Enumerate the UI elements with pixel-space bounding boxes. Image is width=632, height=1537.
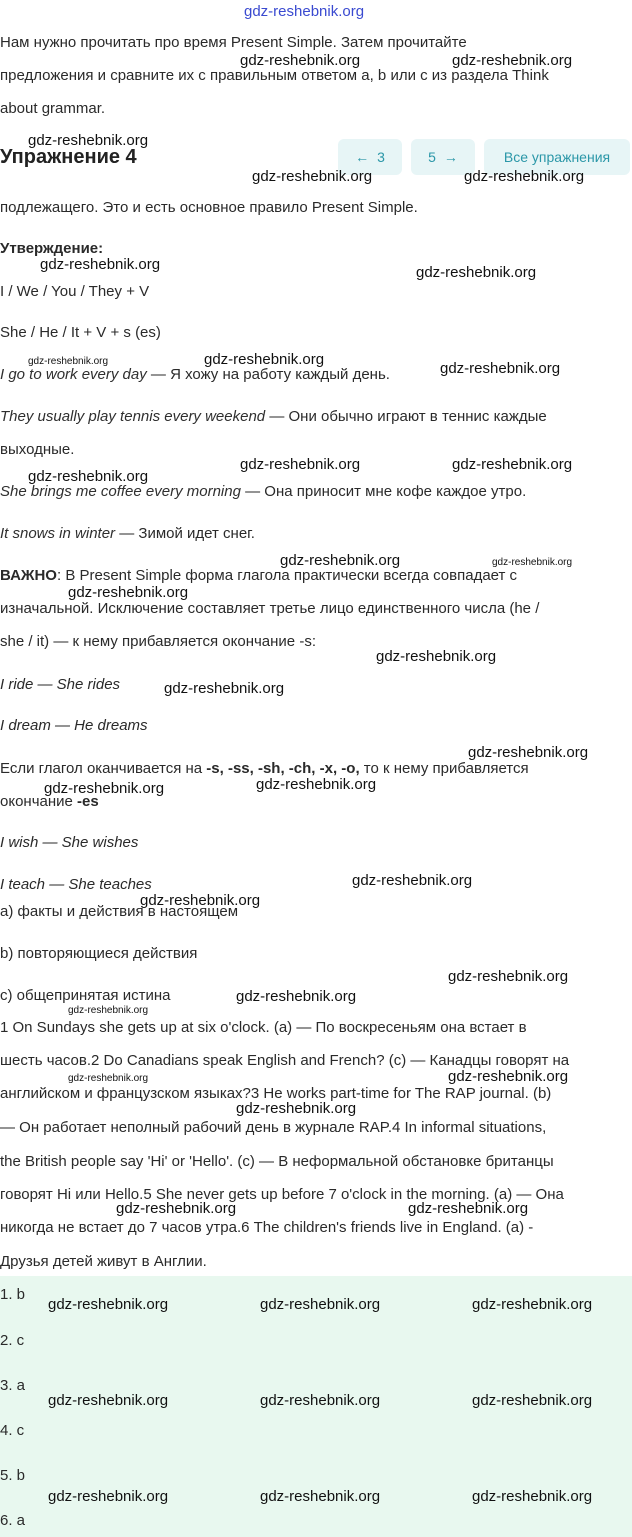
example-line: I teach — She teaches — [0, 876, 152, 893]
sentence-line: — Он работает неполный рабочий день в журнале RAP.4 In informal situations, — [0, 1119, 547, 1136]
answer-item: 1. b — [0, 1286, 26, 1303]
watermark: gdz-reshebnik.org — [204, 351, 325, 368]
watermark: gdz-reshebnik.org — [452, 52, 573, 69]
sentence-line: английском и французском языках?3 He works part-time for The RAP journal. (b) — [0, 1085, 552, 1102]
watermark: gdz-reshebnik.org — [464, 168, 585, 185]
watermark: gdz-reshebnik.org — [44, 780, 165, 797]
watermark: gdz-reshebnik.org — [472, 1488, 593, 1505]
example-line: I wish — She wishes — [0, 834, 139, 851]
watermark: gdz-reshebnik.org — [68, 584, 189, 601]
watermark: gdz-reshebnik.org — [448, 968, 569, 985]
all-exercises-label: Все упражнения — [503, 149, 611, 165]
watermark: gdz-reshebnik.org — [260, 1392, 381, 1409]
arrow-right-icon: → — [443, 149, 458, 165]
watermark: gdz-reshebnik.org — [164, 680, 285, 697]
watermark: gdz-reshebnik.org — [440, 360, 561, 377]
watermark: gdz-reshebnik.org — [260, 1296, 381, 1313]
example-line: выходные. — [0, 441, 75, 458]
option-line: b) повторяющиеся действия — [0, 945, 198, 962]
rule-text: подлежащего. Это и есть основное правило Present Simple. — [0, 199, 418, 216]
prev-exercise-label: 3 — [377, 149, 385, 165]
watermark: gdz-reshebnik.org — [116, 1200, 237, 1217]
example-line: She brings me coffee every morning — Она приносит мне кофе каждое утро. — [0, 483, 527, 500]
intro-line: about grammar. — [0, 100, 106, 117]
option-line: c) общепринятая истина — [0, 987, 171, 1004]
example-line: They usually play tennis every weekend — Они обычно играют в теннис каждые — [0, 408, 547, 425]
watermark: gdz-reshebnik.org — [448, 1068, 569, 1085]
watermark: gdz-reshebnik.org — [252, 168, 373, 185]
important-line: she / it) — к нему прибавляется окончание -s: — [0, 633, 316, 650]
watermark: gdz-reshebnik.org — [28, 468, 149, 485]
ending-rule: окончание -es — [0, 793, 99, 810]
important-line: ВАЖНО: В Present Simple форма глагола практически всегда совпадает с — [0, 567, 518, 584]
watermark: gdz-reshebnik.org — [280, 552, 401, 569]
answer-item: 5. b — [0, 1467, 26, 1484]
watermark: gdz-reshebnik.org — [28, 132, 149, 149]
watermark: gdz-reshebnik.org — [40, 256, 161, 273]
sentence-line: никогда не встает до 7 часов утра.6 The children's friends live in England. (a) - — [0, 1219, 534, 1236]
watermark: gdz-reshebnik.org — [48, 1392, 169, 1409]
sentence-line: 1 On Sundays she gets up at six o'clock. (a) — По воскресеньям она встает в — [0, 1019, 527, 1036]
watermark: gdz-reshebnik.org — [236, 988, 357, 1005]
important-line: изначальной. Исключение составляет третье лицо единственного числа (he / — [0, 600, 540, 617]
watermark: gdz-reshebnik.org — [468, 744, 589, 761]
affirmative-label: Утверждение: — [0, 240, 104, 257]
watermark: gdz-reshebnik.org — [408, 1200, 529, 1217]
formula-line: I / We / You / They + V — [0, 283, 150, 300]
site-header-link[interactable]: gdz-reshebnik.org — [244, 3, 365, 20]
example-line: I go to work every day — Я хожу на работу каждый день. — [0, 366, 390, 383]
intro-line: Нам нужно прочитать про время Present Simple. Затем прочитайте — [0, 34, 467, 51]
intro-line: предложения и сравните их с правильным ответом a, b или с из раздела Think — [0, 67, 549, 84]
example-line: I dream — He dreams — [0, 717, 148, 734]
option-line: а) факты и действия в настоящем — [0, 903, 239, 920]
example-line: I ride — She rides — [0, 676, 121, 693]
ending-rule: Если глагол оканчивается на -s, -ss, -sh, -ch, -x, -o, то к нему прибавляется — [0, 760, 529, 777]
sentence-line: шесть часов.2 Do Canadians speak English and French? (c) — Канадцы говорят на — [0, 1052, 570, 1069]
sentence-line: Друзья детей живут в Англии. — [0, 1253, 207, 1270]
watermark: gdz-reshebnik.org — [492, 557, 573, 568]
watermark: gdz-reshebnik.org — [48, 1488, 169, 1505]
answer-item: 4. c — [0, 1422, 25, 1439]
answer-item: 6. a — [0, 1512, 26, 1529]
watermark: gdz-reshebnik.org — [240, 456, 361, 473]
watermark: gdz-reshebnik.org — [140, 892, 261, 909]
sentence-line: the British people say 'Hi' or 'Hello'. (c) — В неформальной обстановке британцы — [0, 1153, 554, 1170]
watermark: gdz-reshebnik.org — [452, 456, 573, 473]
watermark: gdz-reshebnik.org — [352, 872, 473, 889]
watermark: gdz-reshebnik.org — [68, 1073, 149, 1084]
example-line: It snows in winter — Зимой идет снег. — [0, 525, 255, 542]
watermark: gdz-reshebnik.org — [472, 1392, 593, 1409]
answer-item: 2. c — [0, 1332, 25, 1349]
watermark: gdz-reshebnik.org — [236, 1100, 357, 1117]
watermark: gdz-reshebnik.org — [472, 1296, 593, 1313]
next-exercise-label: 5 — [428, 149, 436, 165]
watermark: gdz-reshebnik.org — [256, 776, 377, 793]
arrow-left-icon: ← — [355, 149, 370, 165]
watermark: gdz-reshebnik.org — [416, 264, 537, 281]
answer-item: 3. a — [0, 1377, 26, 1394]
exercise-title: Упражнение 4 — [0, 146, 137, 168]
watermark: gdz-reshebnik.org — [260, 1488, 381, 1505]
watermark: gdz-reshebnik.org — [48, 1296, 169, 1313]
watermark: gdz-reshebnik.org — [28, 356, 109, 367]
sentence-line: говорят Hi или Hello.5 She never gets up before 7 o'clock in the morning. (a) — Она — [0, 1186, 564, 1203]
watermark: gdz-reshebnik.org — [68, 1005, 149, 1016]
watermark: gdz-reshebnik.org — [240, 52, 361, 69]
formula-line: She / He / It + V + s (es) — [0, 324, 161, 341]
watermark: gdz-reshebnik.org — [376, 648, 497, 665]
